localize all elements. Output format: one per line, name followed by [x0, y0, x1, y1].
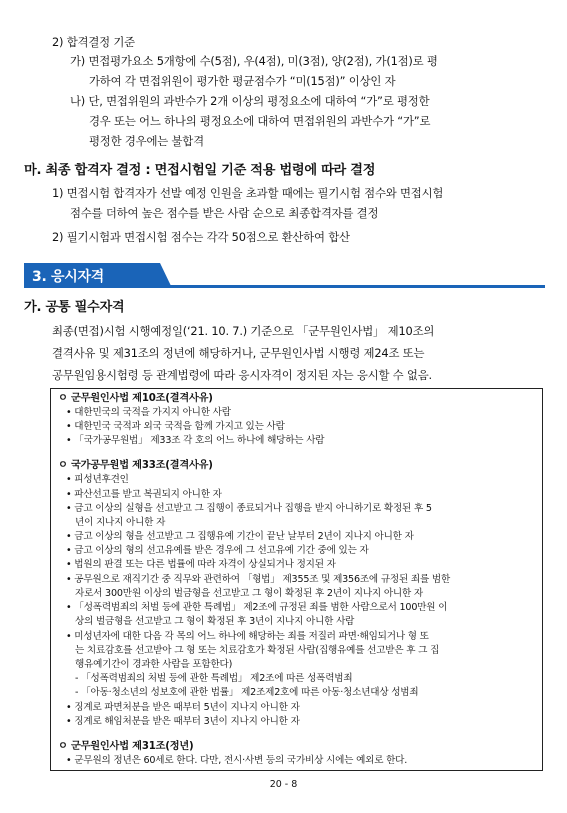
box-item: • 공무원으로 재직기간 중 직무와 관련하여 「형법」 제355조 및 제356조에 규정된 죄를 범한	[66, 574, 451, 585]
section-ma-p1: 1) 면접시험 합격자가 선발 예정 인원을 초과할 때에는 필기시험 점수와 면접시험	[52, 186, 444, 200]
section-ma-heading: 마. 최종 합격자 결정 : 면접시험일 기준 적용 법령에 따라 결정	[24, 163, 376, 178]
box-item-cont: 년이 지나지 아니한 자	[75, 517, 166, 528]
criteria-na: 나) 단, 면접위원의 과반수가 2개 이상의 평정요소에 대하여 “가”로 평정한	[70, 94, 430, 108]
box-item: • 징계로 파면처분을 받은 때부터 5년이 지나지 아니한 자	[66, 702, 300, 713]
box-item-cont: 행유예기간이 경과한 사람을 포함한다)	[75, 659, 233, 670]
section-3-title: 3. 응시자격	[32, 269, 104, 285]
box-item: • 군무원의 정년은 60세로 한다. 다만, 전시·사변 등의 국가비상 시에는 예외로 한다.	[66, 755, 408, 766]
box-item: • 「국가공무원법」 제33조 각 호의 어느 하나에 해당하는 사람	[66, 435, 325, 446]
criteria-na-cont2: 평정한 경우에는 불합격	[89, 134, 204, 148]
box-item: • 대한민국 국적과 외국 국적을 함께 가지고 있는 사람	[66, 421, 285, 432]
box-subitem: - 「아동·청소년의 성보호에 관한 법률」 제2조제2호에 따른 아동·청소년대상 성범죄	[75, 687, 419, 698]
section-ma-p1-cont: 점수를 더하여 높은 점수를 받은 사람 순으로 최종합격자를 결정	[70, 206, 379, 220]
section-3-subheading: 가. 공통 필수자격	[24, 300, 125, 315]
box-subitem: - 「성폭력범죄의 처벌 등에 관한 특례법」 제2조에 따른 성폭력범죄	[75, 673, 353, 684]
eligibility-para-3: 공무원임용시험령 등 관계법령에 따라 응시자격이 정지된 자는 응시할 수 없음.	[52, 368, 432, 382]
criteria-na-cont: 경우 또는 어느 하나의 평정요소에 대하여 면접위원의 과반수가 “가”로	[89, 114, 431, 128]
box-item: • 「성폭력범죄의 처벌 등에 관한 특례법」 제2조에 규정된 죄를 범한 사람으로서 100만원 이	[66, 602, 448, 613]
box-item: • 금고 이상의 형의 선고유예를 받은 경우에 그 선고유예 기간 중에 있는 자	[66, 545, 369, 556]
box-item: • 금고 이상의 실형을 선고받고 그 집행이 종료되거나 집행을 받지 아니하기로 확정된 후 5	[66, 503, 432, 514]
box-item: • 대한민국의 국적을 가지지 아니한 사람	[66, 407, 231, 418]
box-item: • 법원의 판결 또는 다른 법률에 따라 자격이 상실되거나 정지된 자	[66, 559, 336, 570]
box-heading-article10: ㅇ 군무원인사법 제10조(결격사유)	[58, 393, 213, 404]
section-ma-p2: 2) 필기시험과 면접시험 점수는 각각 50점으로 환산하여 합산	[52, 230, 350, 244]
box-item-cont: 자로서 300만원 이상의 벌금형을 선고받고 그 형이 확정된 후 2년이 지나지 아니한 자	[75, 588, 423, 599]
box-item: • 금고 이상의 형을 선고받고 그 집행유예 기간이 끝난 날부터 2년이 지나지 아니한 자	[66, 531, 414, 542]
box-item: • 파산선고를 받고 복권되지 아니한 자	[66, 489, 222, 500]
criteria-item: 2) 합격결정 기준	[52, 35, 135, 49]
box-item: • 미성년자에 대한 다음 각 목의 어느 하나에 해당하는 죄를 저질러 파면·해임되거나 형 또	[66, 631, 429, 642]
box-item-cont: 상의 벌금형을 선고받고 그 형이 확정된 후 3년이 지나지 아니한 사람	[75, 616, 355, 627]
eligibility-para-2: 결격사유 및 제31조의 정년에 해당하거나, 군무원인사법 시행령 제24조 또는	[52, 346, 425, 360]
page-number: 20 - 8	[269, 779, 298, 790]
box-heading-article31: ㅇ 군무원인사법 제31조(정년)	[58, 741, 194, 752]
criteria-ga: 가) 면접평가요소 5개항에 수(5점), 우(4점), 미(3점), 양(2점), 가(1점)로 평	[70, 54, 438, 68]
section-3-header	[24, 263, 545, 288]
box-item: • 피성년후견인	[66, 474, 129, 485]
criteria-ga-cont: 가하여 각 면접위원이 평가한 평균점수가 “미(15점)” 이상인 자	[89, 74, 396, 88]
section-3-header-rule	[164, 285, 545, 288]
box-heading-article33: ㅇ 국가공무원법 제33조(결격사유)	[58, 460, 213, 471]
box-item: • 징계로 해임처분을 받은 때부터 3년이 지나지 아니한 자	[66, 716, 300, 727]
legal-reference-box	[50, 388, 543, 771]
box-item-cont: 는 치료감호를 선고받아 그 형 또는 치료감호가 확정된 사람(집행유예를 선고받은 후 그 집	[75, 645, 440, 656]
eligibility-para-1: 최종(면접)시험 시행예정일(‘21. 10. 7.) 기준으로 「군무원인사법」 제10조의	[52, 324, 435, 338]
